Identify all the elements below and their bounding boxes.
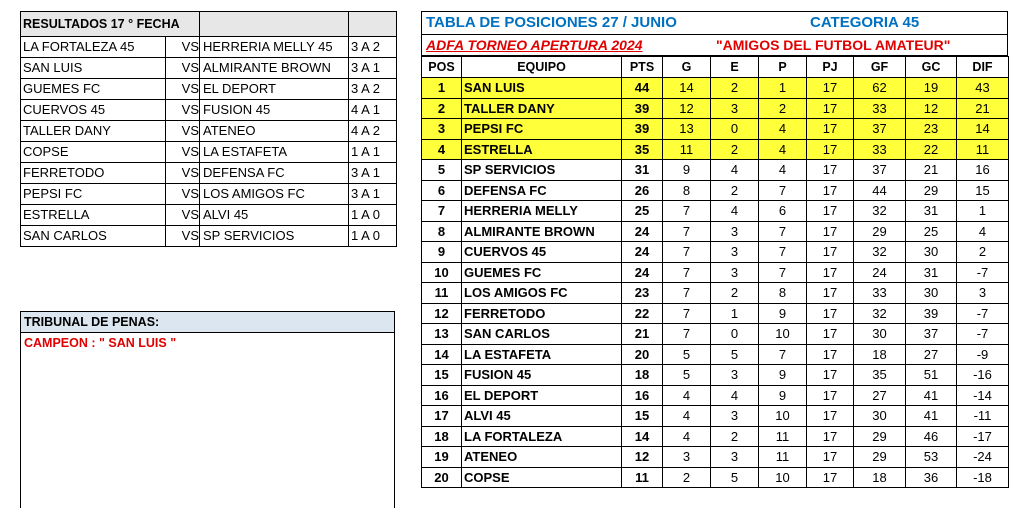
vs-label: VS xyxy=(166,100,200,121)
standings-row xyxy=(422,406,1009,427)
standings-row xyxy=(422,385,1009,406)
cell-pts: 31 xyxy=(622,160,663,181)
results-title: RESULTADOS 17 ° FECHA xyxy=(21,12,200,37)
cell-drawn: 1 xyxy=(711,303,759,324)
header-pts: PTS xyxy=(622,57,663,78)
cell-goals-against: 31 xyxy=(906,262,957,283)
cell-goal-diff: 16 xyxy=(957,160,1009,181)
standings-row xyxy=(422,447,1009,468)
standings-title-row xyxy=(421,11,1008,34)
cell-goals-against: 41 xyxy=(906,406,957,427)
category-label: CATEGORIA 45 xyxy=(810,14,920,31)
cell-goal-diff: -7 xyxy=(957,262,1009,283)
cell-team: ESTRELLA xyxy=(462,139,622,160)
cell-drawn: 2 xyxy=(711,139,759,160)
home-team: TALLER DANY xyxy=(21,121,166,142)
cell-team: ATENEO xyxy=(462,447,622,468)
home-team: FERRETODO xyxy=(21,163,166,184)
cell-drawn: 3 xyxy=(711,447,759,468)
header-played: PJ xyxy=(807,57,854,78)
standings-row xyxy=(422,303,1009,324)
cell-drawn: 3 xyxy=(711,98,759,119)
cell-played: 17 xyxy=(807,180,854,201)
match-score: 3 A 1 xyxy=(349,58,397,79)
cell-goals-against: 30 xyxy=(906,283,957,304)
cell-goals-for: 29 xyxy=(854,447,906,468)
home-team: GUEMES FC xyxy=(21,79,166,100)
cell-played: 17 xyxy=(807,160,854,181)
cell-goals-for: 29 xyxy=(854,426,906,447)
cell-goal-diff: 21 xyxy=(957,98,1009,119)
cell-team: GUEMES FC xyxy=(462,262,622,283)
cell-drawn: 4 xyxy=(711,385,759,406)
cell-won: 4 xyxy=(663,406,711,427)
standings-header-row xyxy=(422,57,1009,78)
header-team: EQUIPO xyxy=(462,57,622,78)
cell-pts: 20 xyxy=(622,344,663,365)
association-name: "AMIGOS DEL FUTBOL AMATEUR" xyxy=(716,37,951,53)
cell-pos: 14 xyxy=(422,344,462,365)
cell-lost: 7 xyxy=(759,180,807,201)
match-score: 3 A 1 xyxy=(349,163,397,184)
cell-team: EL DEPORT xyxy=(462,385,622,406)
cell-team: COPSE xyxy=(462,467,622,488)
cell-goals-for: 33 xyxy=(854,98,906,119)
cell-won: 4 xyxy=(663,385,711,406)
cell-pts: 12 xyxy=(622,447,663,468)
cell-team: SP SERVICIOS xyxy=(462,160,622,181)
cell-won: 13 xyxy=(663,119,711,140)
cell-team: LA FORTALEZA xyxy=(462,426,622,447)
cell-goals-against: 30 xyxy=(906,242,957,263)
cell-goals-for: 37 xyxy=(854,119,906,140)
cell-goals-for: 29 xyxy=(854,221,906,242)
cell-played: 17 xyxy=(807,242,854,263)
cell-goal-diff: 4 xyxy=(957,221,1009,242)
cell-pos: 5 xyxy=(422,160,462,181)
cell-lost: 7 xyxy=(759,242,807,263)
cell-won: 7 xyxy=(663,324,711,345)
cell-goals-against: 39 xyxy=(906,303,957,324)
cell-won: 2 xyxy=(663,467,711,488)
cell-drawn: 2 xyxy=(711,180,759,201)
cell-pts: 24 xyxy=(622,262,663,283)
match-score: 1 A 1 xyxy=(349,142,397,163)
standings-row xyxy=(422,344,1009,365)
cell-goals-against: 31 xyxy=(906,201,957,222)
cell-lost: 10 xyxy=(759,467,807,488)
cell-lost: 2 xyxy=(759,98,807,119)
cell-lost: 9 xyxy=(759,365,807,386)
cell-goal-diff: -11 xyxy=(957,406,1009,427)
away-team: ATENEO xyxy=(200,121,349,142)
cell-goals-against: 21 xyxy=(906,160,957,181)
cell-lost: 11 xyxy=(759,426,807,447)
cell-goals-for: 30 xyxy=(854,324,906,345)
match-score: 1 A 0 xyxy=(349,226,397,247)
header-goals-for: GF xyxy=(854,57,906,78)
cell-lost: 6 xyxy=(759,201,807,222)
cell-lost: 4 xyxy=(759,160,807,181)
header-pos: POS xyxy=(422,57,462,78)
cell-won: 7 xyxy=(663,262,711,283)
header-won: G xyxy=(663,57,711,78)
match-score: 4 A 1 xyxy=(349,100,397,121)
header-lost: P xyxy=(759,57,807,78)
cell-lost: 10 xyxy=(759,324,807,345)
cell-pos: 18 xyxy=(422,426,462,447)
cell-drawn: 2 xyxy=(711,283,759,304)
vs-label: VS xyxy=(166,79,200,100)
cell-pos: 9 xyxy=(422,242,462,263)
cell-goals-against: 12 xyxy=(906,98,957,119)
cell-played: 17 xyxy=(807,78,854,99)
home-team: PEPSI FC xyxy=(21,184,166,205)
cell-pos: 11 xyxy=(422,283,462,304)
tribunal-box xyxy=(20,311,395,508)
home-team: ESTRELLA xyxy=(21,205,166,226)
cell-goals-for: 62 xyxy=(854,78,906,99)
cell-played: 17 xyxy=(807,119,854,140)
cell-won: 7 xyxy=(663,242,711,263)
away-team: FUSION 45 xyxy=(200,100,349,121)
cell-played: 17 xyxy=(807,262,854,283)
cell-pts: 39 xyxy=(622,119,663,140)
standings-row xyxy=(422,324,1009,345)
cell-pts: 24 xyxy=(622,242,663,263)
home-team: SAN CARLOS xyxy=(21,226,166,247)
cell-lost: 1 xyxy=(759,78,807,99)
cell-drawn: 3 xyxy=(711,406,759,427)
cell-goals-for: 35 xyxy=(854,365,906,386)
cell-pts: 11 xyxy=(622,467,663,488)
cell-lost: 9 xyxy=(759,385,807,406)
cell-won: 9 xyxy=(663,160,711,181)
cell-goal-diff: -7 xyxy=(957,303,1009,324)
cell-played: 17 xyxy=(807,344,854,365)
home-team: SAN LUIS xyxy=(21,58,166,79)
result-row xyxy=(21,100,397,121)
cell-lost: 4 xyxy=(759,119,807,140)
cell-drawn: 5 xyxy=(711,467,759,488)
result-row xyxy=(21,37,397,58)
cell-played: 17 xyxy=(807,467,854,488)
cell-pos: 12 xyxy=(422,303,462,324)
standings-row xyxy=(422,98,1009,119)
cell-goals-for: 27 xyxy=(854,385,906,406)
vs-label: VS xyxy=(166,184,200,205)
cell-pts: 44 xyxy=(622,78,663,99)
cell-won: 3 xyxy=(663,447,711,468)
results-table xyxy=(20,11,397,247)
standings-row xyxy=(422,467,1009,488)
cell-goals-for: 33 xyxy=(854,283,906,304)
cell-goals-for: 18 xyxy=(854,467,906,488)
cell-team: CUERVOS 45 xyxy=(462,242,622,263)
standings-row xyxy=(422,139,1009,160)
match-score: 3 A 1 xyxy=(349,184,397,205)
cell-team: LA ESTAFETA xyxy=(462,344,622,365)
cell-pos: 20 xyxy=(422,467,462,488)
cell-pos: 17 xyxy=(422,406,462,427)
cell-pos: 10 xyxy=(422,262,462,283)
cell-drawn: 3 xyxy=(711,242,759,263)
result-row xyxy=(21,58,397,79)
cell-played: 17 xyxy=(807,283,854,304)
cell-goals-against: 23 xyxy=(906,119,957,140)
cell-goal-diff: -7 xyxy=(957,324,1009,345)
cell-goal-diff: 11 xyxy=(957,139,1009,160)
standings-row xyxy=(422,201,1009,222)
standings-row xyxy=(422,160,1009,181)
cell-team: FUSION 45 xyxy=(462,365,622,386)
cell-drawn: 4 xyxy=(711,201,759,222)
result-row xyxy=(21,121,397,142)
cell-team: TALLER DANY xyxy=(462,98,622,119)
cell-played: 17 xyxy=(807,324,854,345)
cell-won: 7 xyxy=(663,201,711,222)
cell-lost: 11 xyxy=(759,447,807,468)
cell-goals-for: 37 xyxy=(854,160,906,181)
cell-played: 17 xyxy=(807,98,854,119)
cell-won: 12 xyxy=(663,98,711,119)
match-score: 4 A 2 xyxy=(349,121,397,142)
vs-label: VS xyxy=(166,121,200,142)
cell-lost: 7 xyxy=(759,262,807,283)
champion-note: CAMPEON : " SAN LUIS " xyxy=(24,336,177,350)
cell-goal-diff: -9 xyxy=(957,344,1009,365)
cell-drawn: 3 xyxy=(711,365,759,386)
result-row xyxy=(21,79,397,100)
standings-subtitle-row xyxy=(421,34,1008,56)
cell-goals-against: 36 xyxy=(906,467,957,488)
tribunal-title: TRIBUNAL DE PENAS: xyxy=(21,312,394,333)
cell-pts: 15 xyxy=(622,406,663,427)
home-team: LA FORTALEZA 45 xyxy=(21,37,166,58)
results-header-blank xyxy=(349,12,397,37)
cell-played: 17 xyxy=(807,385,854,406)
tournament-name: ADFA TORNEO APERTURA 2024 xyxy=(426,37,643,53)
cell-goal-diff: 3 xyxy=(957,283,1009,304)
header-drawn: E xyxy=(711,57,759,78)
cell-goal-diff: -16 xyxy=(957,365,1009,386)
vs-label: VS xyxy=(166,226,200,247)
cell-pos: 2 xyxy=(422,98,462,119)
cell-goal-diff: -18 xyxy=(957,467,1009,488)
cell-pts: 16 xyxy=(622,385,663,406)
cell-won: 7 xyxy=(663,283,711,304)
result-row xyxy=(21,205,397,226)
cell-goals-against: 22 xyxy=(906,139,957,160)
cell-lost: 4 xyxy=(759,139,807,160)
cell-goals-for: 30 xyxy=(854,406,906,427)
standings-table xyxy=(421,56,1009,488)
cell-pts: 24 xyxy=(622,221,663,242)
cell-won: 8 xyxy=(663,180,711,201)
cell-pos: 6 xyxy=(422,180,462,201)
cell-goals-against: 53 xyxy=(906,447,957,468)
cell-goals-for: 24 xyxy=(854,262,906,283)
cell-pos: 13 xyxy=(422,324,462,345)
cell-pts: 18 xyxy=(622,365,663,386)
cell-played: 17 xyxy=(807,365,854,386)
vs-label: VS xyxy=(166,205,200,226)
cell-won: 5 xyxy=(663,344,711,365)
cell-pos: 3 xyxy=(422,119,462,140)
cell-won: 7 xyxy=(663,303,711,324)
cell-played: 17 xyxy=(807,406,854,427)
cell-goals-for: 44 xyxy=(854,180,906,201)
cell-goals-for: 32 xyxy=(854,303,906,324)
cell-played: 17 xyxy=(807,221,854,242)
cell-drawn: 4 xyxy=(711,160,759,181)
cell-pos: 15 xyxy=(422,365,462,386)
cell-won: 7 xyxy=(663,221,711,242)
cell-pts: 35 xyxy=(622,139,663,160)
cell-goals-against: 27 xyxy=(906,344,957,365)
cell-goals-for: 18 xyxy=(854,344,906,365)
home-team: COPSE xyxy=(21,142,166,163)
cell-team: SAN LUIS xyxy=(462,78,622,99)
cell-drawn: 0 xyxy=(711,119,759,140)
away-team: EL DEPORT xyxy=(200,79,349,100)
cell-team: SAN CARLOS xyxy=(462,324,622,345)
cell-pts: 22 xyxy=(622,303,663,324)
cell-drawn: 2 xyxy=(711,78,759,99)
cell-pts: 26 xyxy=(622,180,663,201)
cell-won: 14 xyxy=(663,78,711,99)
cell-team: LOS AMIGOS FC xyxy=(462,283,622,304)
standings-title: TABLA DE POSICIONES 27 / JUNIO xyxy=(426,14,677,31)
cell-won: 4 xyxy=(663,426,711,447)
cell-goal-diff: -24 xyxy=(957,447,1009,468)
cell-pts: 21 xyxy=(622,324,663,345)
cell-drawn: 2 xyxy=(711,426,759,447)
match-score: 1 A 0 xyxy=(349,205,397,226)
result-row xyxy=(21,142,397,163)
standings-row xyxy=(422,78,1009,99)
cell-goals-for: 33 xyxy=(854,139,906,160)
cell-goal-diff: 14 xyxy=(957,119,1009,140)
cell-lost: 8 xyxy=(759,283,807,304)
cell-won: 5 xyxy=(663,365,711,386)
standings-row xyxy=(422,242,1009,263)
cell-lost: 7 xyxy=(759,344,807,365)
cell-goals-against: 25 xyxy=(906,221,957,242)
standings-row xyxy=(422,262,1009,283)
cell-goals-against: 29 xyxy=(906,180,957,201)
home-team: CUERVOS 45 xyxy=(21,100,166,121)
cell-drawn: 3 xyxy=(711,262,759,283)
cell-team: PEPSI FC xyxy=(462,119,622,140)
vs-label: VS xyxy=(166,142,200,163)
standings-row xyxy=(422,180,1009,201)
cell-pos: 4 xyxy=(422,139,462,160)
cell-drawn: 3 xyxy=(711,221,759,242)
cell-goal-diff: -14 xyxy=(957,385,1009,406)
cell-pts: 23 xyxy=(622,283,663,304)
cell-won: 11 xyxy=(663,139,711,160)
standings-row xyxy=(422,221,1009,242)
cell-team: FERRETODO xyxy=(462,303,622,324)
cell-lost: 10 xyxy=(759,406,807,427)
cell-pos: 7 xyxy=(422,201,462,222)
cell-pos: 19 xyxy=(422,447,462,468)
vs-label: VS xyxy=(166,58,200,79)
cell-played: 17 xyxy=(807,303,854,324)
cell-team: HERRERIA MELLY xyxy=(462,201,622,222)
match-score: 3 A 2 xyxy=(349,37,397,58)
away-team: ALVI 45 xyxy=(200,205,349,226)
cell-played: 17 xyxy=(807,139,854,160)
result-row xyxy=(21,184,397,205)
standings-row xyxy=(422,426,1009,447)
cell-goal-diff: 15 xyxy=(957,180,1009,201)
results-header-row xyxy=(21,12,397,37)
cell-pts: 25 xyxy=(622,201,663,222)
match-score: 3 A 2 xyxy=(349,79,397,100)
vs-label: VS xyxy=(166,163,200,184)
header-goals-against: GC xyxy=(906,57,957,78)
cell-lost: 9 xyxy=(759,303,807,324)
cell-lost: 7 xyxy=(759,221,807,242)
away-team: ALMIRANTE BROWN xyxy=(200,58,349,79)
cell-played: 17 xyxy=(807,447,854,468)
cell-goals-against: 46 xyxy=(906,426,957,447)
cell-goals-against: 37 xyxy=(906,324,957,345)
away-team: LA ESTAFETA xyxy=(200,142,349,163)
cell-drawn: 0 xyxy=(711,324,759,345)
cell-goals-for: 32 xyxy=(854,242,906,263)
result-row xyxy=(21,226,397,247)
header-goal-diff: DIF xyxy=(957,57,1009,78)
cell-goal-diff: 43 xyxy=(957,78,1009,99)
away-team: SP SERVICIOS xyxy=(200,226,349,247)
cell-goals-for: 32 xyxy=(854,201,906,222)
cell-pos: 1 xyxy=(422,78,462,99)
away-team: LOS AMIGOS FC xyxy=(200,184,349,205)
cell-goals-against: 51 xyxy=(906,365,957,386)
cell-played: 17 xyxy=(807,201,854,222)
results-header-blank xyxy=(200,12,349,37)
cell-pos: 8 xyxy=(422,221,462,242)
standings-row xyxy=(422,365,1009,386)
cell-played: 17 xyxy=(807,426,854,447)
away-team: DEFENSA FC xyxy=(200,163,349,184)
cell-pos: 16 xyxy=(422,385,462,406)
away-team: HERRERIA MELLY 45 xyxy=(200,37,349,58)
standings-panel xyxy=(421,11,1008,488)
cell-team: DEFENSA FC xyxy=(462,180,622,201)
standings-row xyxy=(422,119,1009,140)
cell-goals-against: 41 xyxy=(906,385,957,406)
vs-label: VS xyxy=(166,37,200,58)
cell-goals-against: 19 xyxy=(906,78,957,99)
cell-team: ALMIRANTE BROWN xyxy=(462,221,622,242)
standings-row xyxy=(422,283,1009,304)
cell-team: ALVI 45 xyxy=(462,406,622,427)
result-row xyxy=(21,163,397,184)
cell-goal-diff: 2 xyxy=(957,242,1009,263)
cell-pts: 39 xyxy=(622,98,663,119)
cell-drawn: 5 xyxy=(711,344,759,365)
cell-goal-diff: -17 xyxy=(957,426,1009,447)
cell-pts: 14 xyxy=(622,426,663,447)
cell-goal-diff: 1 xyxy=(957,201,1009,222)
